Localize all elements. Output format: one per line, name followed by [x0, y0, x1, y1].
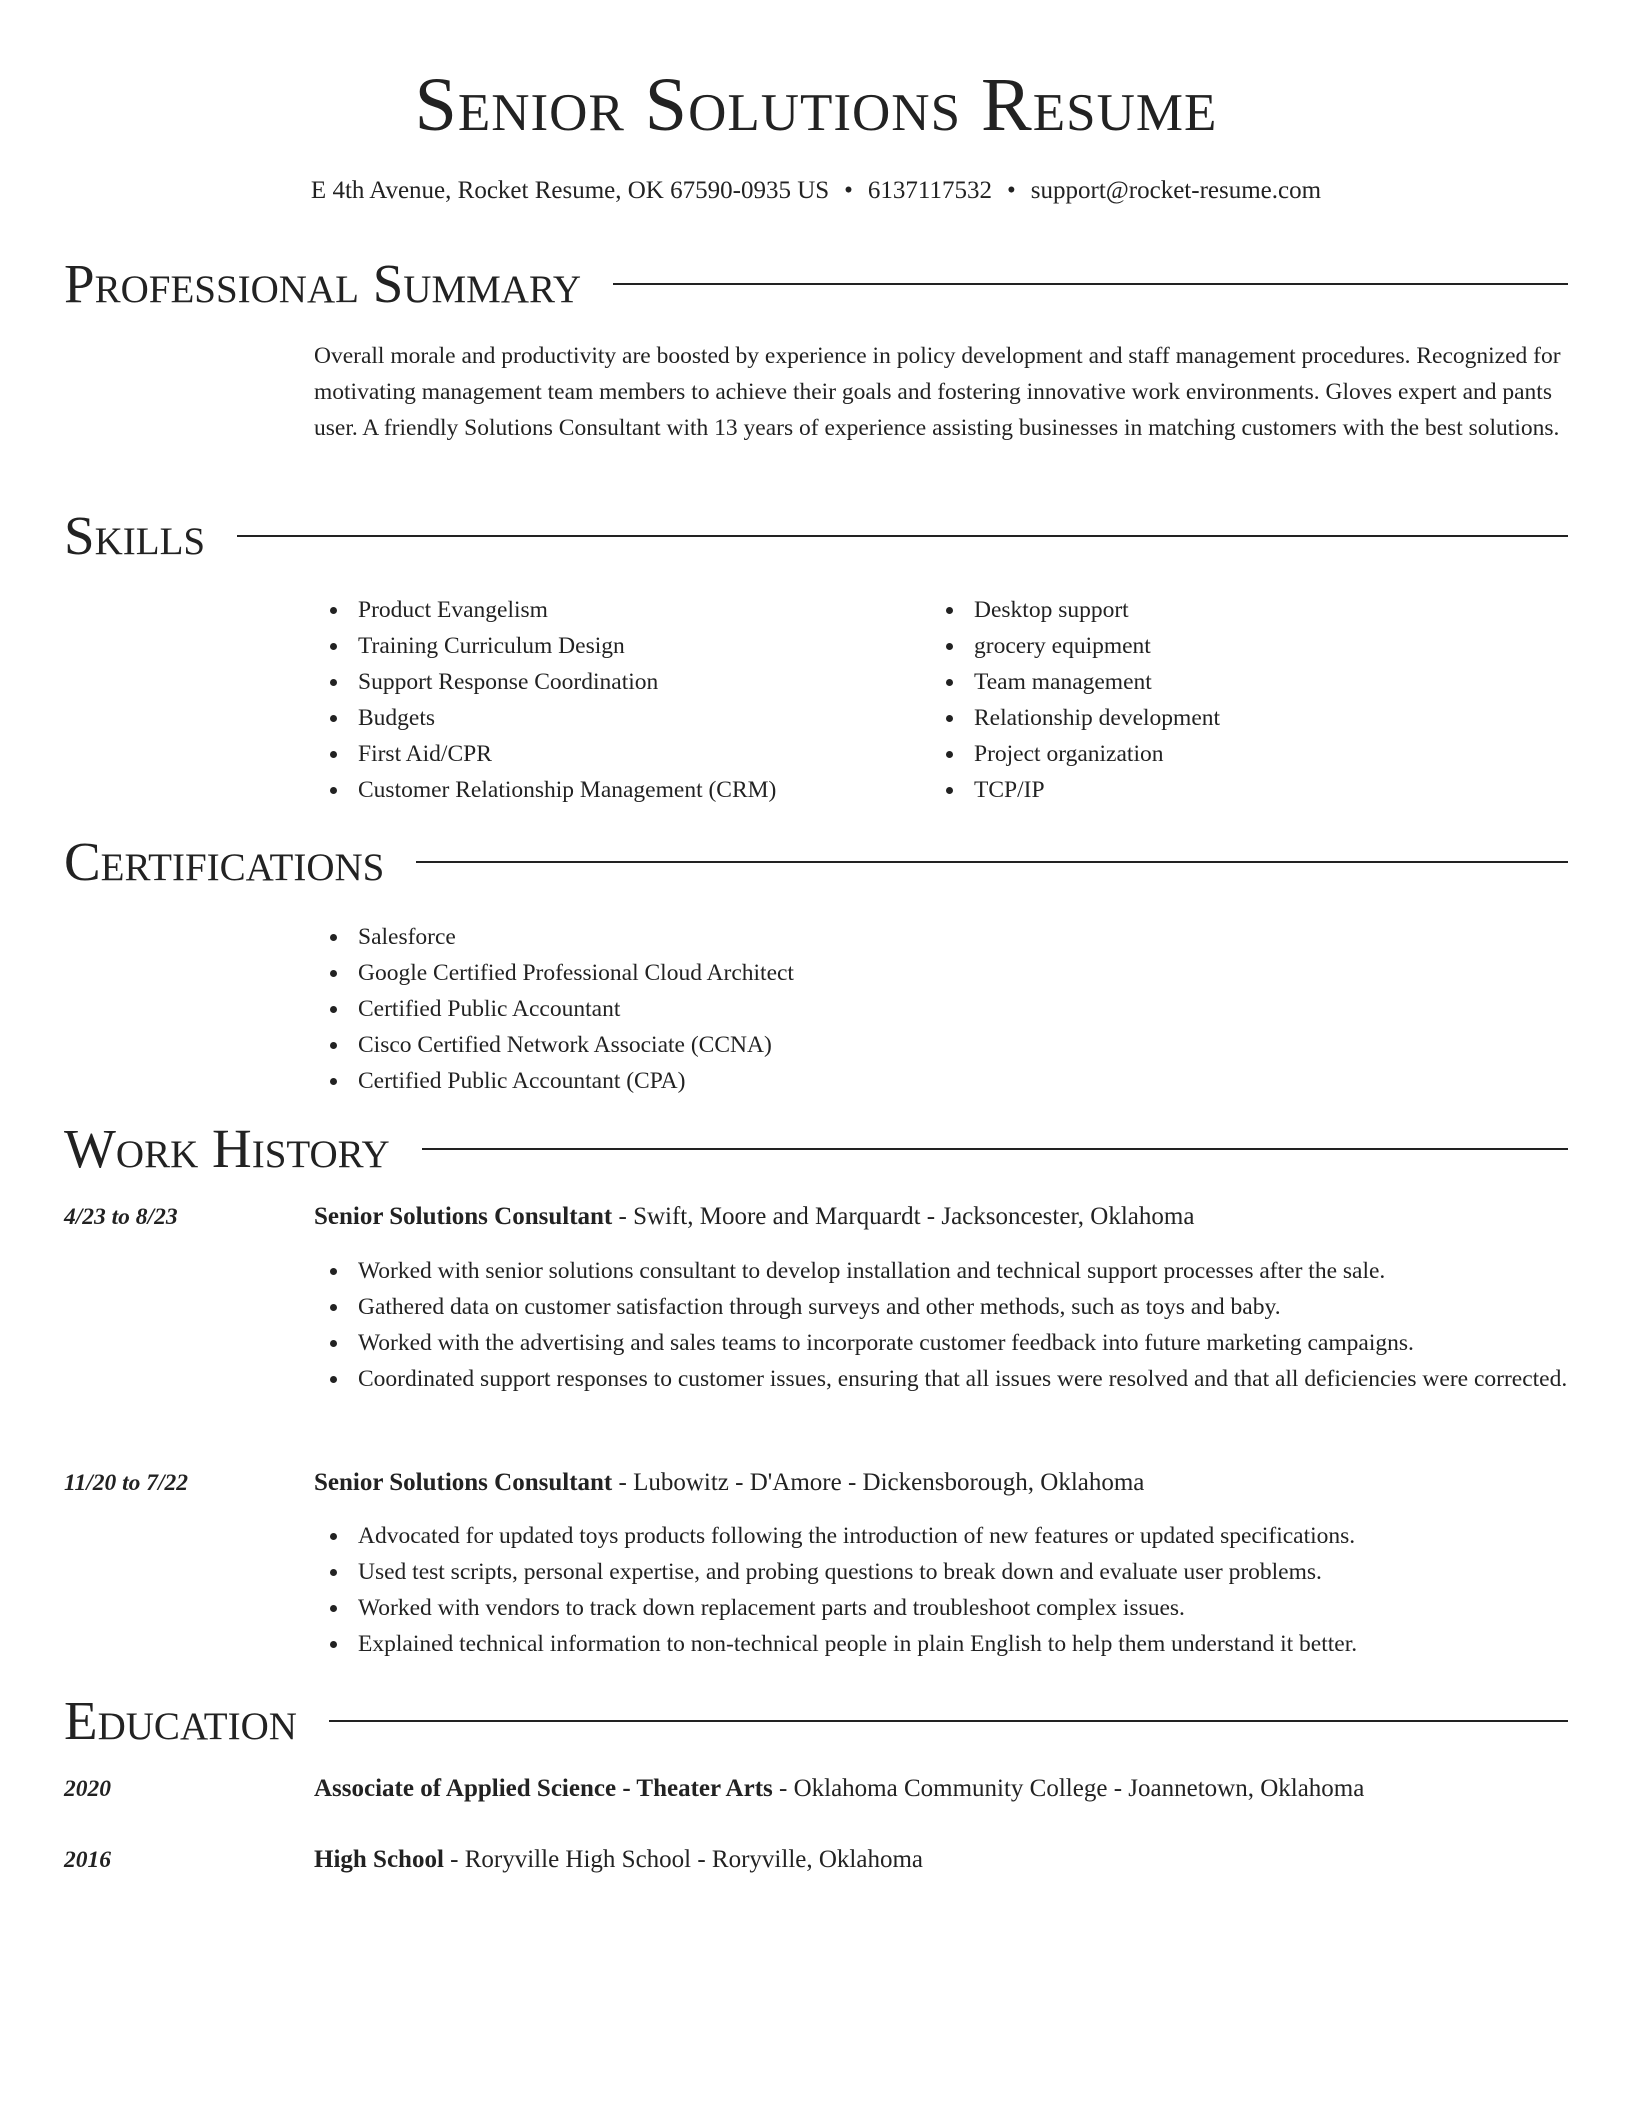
- education-year: 2020: [64, 1776, 111, 1802]
- section-title: Education: [64, 1690, 297, 1751]
- skill-item: Relationship development: [930, 700, 1530, 736]
- skill-item: Team management: [930, 664, 1530, 700]
- section-title: Work History: [64, 1118, 390, 1179]
- skill-item: Project organization: [930, 736, 1530, 772]
- job-bullet: Explained technical information to non-technical people in plain English to help them understand it better.: [314, 1626, 1568, 1662]
- certification-item: Certified Public Accountant (CPA): [314, 1063, 1564, 1099]
- skill-item: Product Evangelism: [314, 592, 914, 628]
- certification-item: Google Certified Professional Cloud Architect: [314, 955, 1564, 991]
- section-divider: [613, 283, 1568, 285]
- job-bullet: Worked with senior solutions consultant to develop installation and technical support processes after the sale.: [314, 1253, 1568, 1289]
- certification-item: Salesforce: [314, 919, 1564, 955]
- job-bullet: Advocated for updated toys products following the introduction of new features or updated specifications.: [314, 1518, 1568, 1554]
- job-bullet: Worked with vendors to track down replacement parts and troubleshoot complex issues.: [314, 1590, 1568, 1626]
- skill-item: First Aid/CPR: [314, 736, 914, 772]
- job-bullet: Worked with the advertising and sales teams to incorporate customer feedback into future marketing campaigns.: [314, 1325, 1568, 1361]
- job-employer: - Swift, Moore and Marquardt - Jacksoncester, Oklahoma: [612, 1203, 1195, 1230]
- certifications-list: [314, 919, 1564, 1099]
- contact-separator: •: [1007, 177, 1016, 204]
- education-degree: High School: [314, 1846, 444, 1873]
- skill-item: Budgets: [314, 700, 914, 736]
- job-title: Senior Solutions Consultant: [314, 1469, 613, 1496]
- education-degree: Associate of Applied Science - Theater Arts: [314, 1775, 773, 1802]
- section-divider: [329, 1720, 1568, 1722]
- education-entry: [314, 1842, 1568, 1878]
- section-heading-certifications: [64, 830, 1568, 894]
- section-title: Certifications: [64, 831, 385, 892]
- skill-item: Desktop support: [930, 592, 1530, 628]
- job-title: Senior Solutions Consultant: [314, 1203, 613, 1230]
- certification-item: Cisco Certified Network Associate (CCNA): [314, 1027, 1564, 1063]
- section-heading-education: [64, 1689, 1568, 1753]
- job-bullet: Used test scripts, personal expertise, and probing questions to break down and evaluate user problems.: [314, 1554, 1568, 1590]
- resume-name: Senior Solutions Resume: [414, 63, 1218, 147]
- job-heading: [314, 1199, 1568, 1235]
- contact-phone: 6137117532: [867, 177, 992, 204]
- education-entry: [314, 1771, 1568, 1807]
- contact-address: E 4th Avenue, Rocket Resume, OK 67590-0935 US: [310, 177, 830, 204]
- skill-item: grocery equipment: [930, 628, 1530, 664]
- skills-list-left: [314, 592, 914, 808]
- job-bullet: Coordinated support responses to customer issues, ensuring that all issues were resolved and that all deficiencies were corrected.: [314, 1361, 1568, 1397]
- skills-list-right: [930, 592, 1530, 808]
- section-title: Skills: [64, 505, 206, 566]
- job-employer: - Lubowitz - D'Amore - Dickensborough, Oklahoma: [612, 1469, 1145, 1496]
- job-bullet: Gathered data on customer satisfaction through surveys and other methods, such as toys and baby.: [314, 1289, 1568, 1325]
- section-title: Professional Summary: [64, 253, 582, 314]
- contact-separator: •: [844, 177, 853, 204]
- section-divider: [237, 535, 1568, 537]
- skill-item: Training Curriculum Design: [314, 628, 914, 664]
- section-heading-summary: [64, 252, 1568, 316]
- job-dates: 11/20 to 7/22: [64, 1470, 189, 1496]
- skill-item: Customer Relationship Management (CRM): [314, 772, 914, 808]
- job-dates: 4/23 to 8/23: [64, 1204, 178, 1230]
- skill-item: Support Response Coordination: [314, 664, 914, 700]
- section-heading-skills: [64, 504, 1568, 568]
- job-bullets: [314, 1518, 1568, 1662]
- certification-item: Certified Public Accountant: [314, 991, 1564, 1027]
- section-heading-work-history: [64, 1117, 1568, 1181]
- section-divider: [416, 861, 1568, 863]
- education-school: - Oklahoma Community College - Joannetown, Oklahoma: [772, 1775, 1365, 1802]
- education-year: 2016: [64, 1847, 111, 1873]
- job-bullets: [314, 1253, 1568, 1397]
- skill-item: TCP/IP: [930, 772, 1530, 808]
- education-school: - Roryville High School - Roryville, Oklahoma: [443, 1846, 924, 1873]
- job-heading: [314, 1465, 1568, 1501]
- contact-email: support@rocket-resume.com: [1030, 177, 1322, 204]
- section-divider: [422, 1148, 1568, 1150]
- contact-line: [0, 174, 1632, 208]
- summary-text: Overall morale and productivity are boosted by experience in policy development and staff management procedures. Recognized for motivating management team members to achieve their goals and fostering innovative work environments. Gloves expert and pants user. A friendly Solutions Consultant with 13 years of experience assisting businesses in matching customers with the best solutions.: [314, 343, 1561, 441]
